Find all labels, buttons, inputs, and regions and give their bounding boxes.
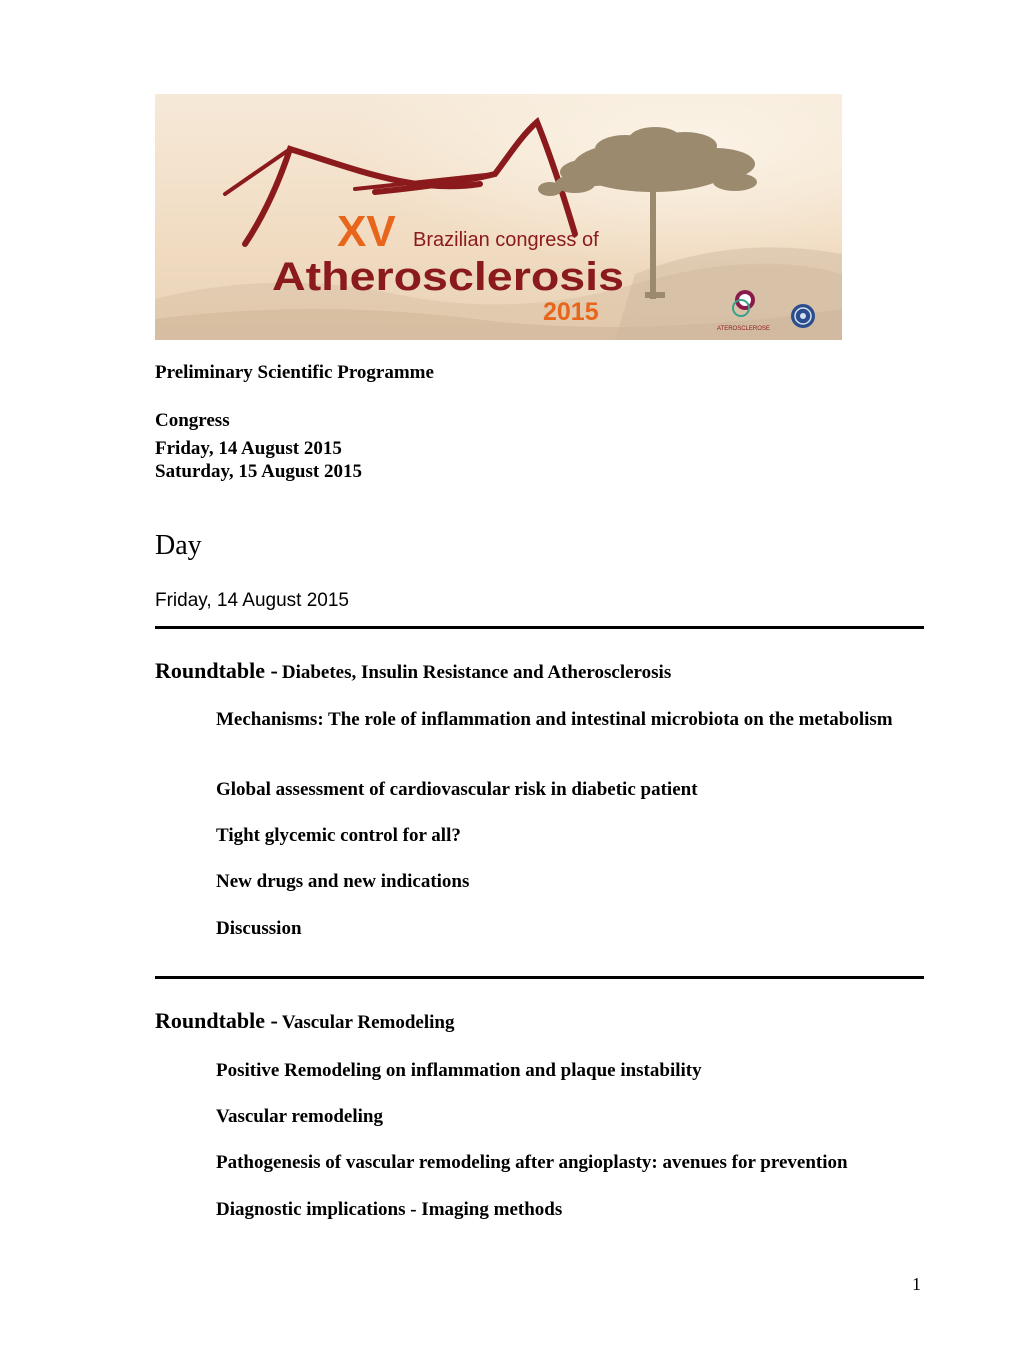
programme-title: Preliminary Scientific Programme: [155, 362, 434, 383]
roundtable-topic: Diabetes, Insulin Resistance and Atherosclerosis: [281, 662, 672, 683]
session-item: Mechanisms: The role of inflammation and intestinal microbiota on the metabolism: [216, 709, 893, 730]
sponsor-logo-seal: [791, 304, 815, 328]
roundtable-topic: Vascular Remodeling: [281, 1012, 455, 1033]
congress-date-2: Saturday, 15 August 2015: [155, 461, 362, 482]
session-item: New drugs and new indications: [216, 871, 470, 892]
session-item: Discussion: [216, 918, 302, 939]
session-item: Vascular remodeling: [216, 1106, 383, 1127]
day-date: Friday, 14 August 2015: [155, 590, 349, 611]
session-item: Global assessment of cardiovascular risk in diabetic patient: [216, 779, 698, 800]
session-item: Positive Remodeling on inflammation and plaque instability: [216, 1060, 702, 1081]
banner-title: Atherosclerosis: [272, 255, 624, 299]
session-item: Pathogenesis of vascular remodeling after angioplasty: avenues for prevention: [216, 1152, 848, 1173]
session-item: Diagnostic implications - Imaging methods: [216, 1199, 563, 1220]
day-heading: Day: [155, 530, 202, 561]
congress-banner: [155, 94, 842, 340]
section-divider: [155, 976, 924, 979]
banner-subtitle: Brazilian congress of: [413, 229, 599, 251]
roundtable-heading: [155, 658, 671, 684]
sponsor-logo-text: ATEROSCLEROSE: [717, 326, 770, 332]
page-number: 1: [912, 1274, 921, 1294]
congress-label: Congress: [155, 410, 230, 431]
roundtable-label: Roundtable -: [155, 658, 278, 683]
banner-year: 2015: [543, 298, 599, 326]
section-divider: [155, 626, 924, 629]
banner-numeral: XV: [337, 207, 396, 256]
banner-art: [155, 94, 842, 340]
session-item: Tight glycemic control for all?: [216, 825, 461, 846]
roundtable-heading: [155, 1008, 454, 1034]
congress-date-1: Friday, 14 August 2015: [155, 438, 342, 459]
roundtable-label: Roundtable -: [155, 1008, 278, 1033]
